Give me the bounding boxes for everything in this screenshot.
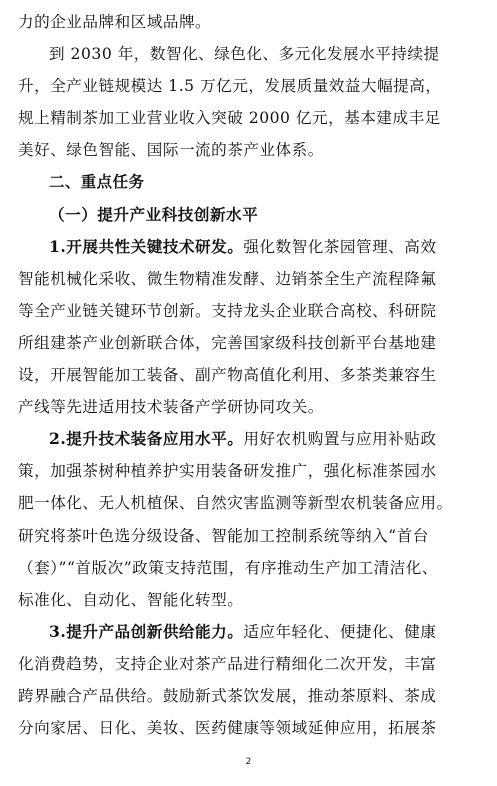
paragraph-line <box>18 423 478 455</box>
paragraph-line: 美好、绿色智能、国际一流的茶产业体系。 <box>18 141 324 160</box>
paragraph-line: （套）”“首版次”政策支持范围，有序推动生产加工清洁化、 <box>18 558 438 577</box>
paragraph-line: 研究将茶叶色选分级设备、智能加工控制系统等纳入“首台 <box>18 526 429 545</box>
paragraph-line: 产线等先进适用技术装备产学研协同攻关。 <box>18 398 324 417</box>
paragraph-line: 肥一体化、无人机植保、自然灾害监测等新型农机装备应用。 <box>18 494 453 513</box>
item-lead: 1.开展共性关键技术研发。 <box>49 236 244 256</box>
paragraph-line: 智能机械化采收、微生物精准发酵、边销茶全生产流程降氟 <box>18 269 437 288</box>
item-text: 强化数智化茶园管理、高效 <box>243 237 437 256</box>
paragraph-line: 策，加强茶树种植养护实用装备研发推广，强化标准茶园水 <box>18 462 437 481</box>
item-text: 用好农机购置与应用补贴政 <box>243 430 437 449</box>
paragraph-line: 跨界融合产品供给。鼓励新式茶饮发展，推动茶原料、茶成 <box>18 686 437 705</box>
section-heading: 二、重点任务 <box>49 173 145 192</box>
paragraph-line: 化消费趋势，支持企业对茶产品进行精细化二次开发，丰富 <box>18 654 437 673</box>
document-body <box>18 6 478 744</box>
paragraph-line: 设，开展智能加工装备、副产物高值化利用、多茶类兼容生 <box>18 366 437 385</box>
item-text: 适应年轻化、便捷化、健康 <box>243 622 437 641</box>
paragraph-line: 标准化、自动化、智能化转型。 <box>18 590 244 609</box>
paragraph-line: 到 2030 年，数智化、绿色化、多元化发展水平持续提 <box>49 45 440 64</box>
item-lead: 3.提升产品创新供给能力。 <box>49 621 244 641</box>
item-lead: 2.提升技术装备应用水平。 <box>49 429 244 449</box>
paragraph-line: 所组建茶产业创新联合体，完善国家级科技创新平台基地建 <box>18 333 437 352</box>
paragraph-line: 力的企业品牌和区域品牌。 <box>18 13 212 31</box>
paragraph-line <box>18 231 478 263</box>
paragraph-line: 规上精制茶加工业营业收入突破 2000 亿元，基本建成丰足 <box>18 109 441 128</box>
paragraph-line: 分向家居、日化、美妆、医药健康等领域延伸应用，拓展茶 <box>18 719 437 738</box>
paragraph-line: 升，全产业链规模达 1.5 万亿元，发展质量效益大幅提高， <box>18 77 442 96</box>
subsection-heading: （一）提升产业科技创新水平 <box>49 204 259 224</box>
page-number: 2 <box>245 757 252 767</box>
paragraph-line <box>18 616 478 648</box>
paragraph-line: 等全产业链关键环节创新。支持龙头企业联合高校、科研院 <box>18 301 437 320</box>
